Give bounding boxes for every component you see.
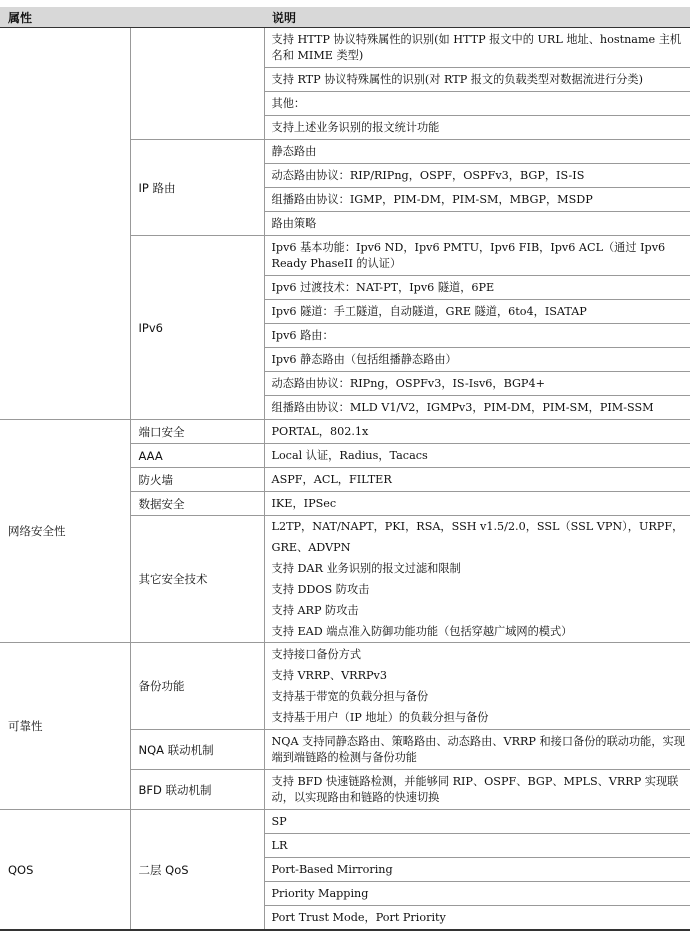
subcategory-firewall: 防火墙 (130, 468, 264, 492)
description-line: 支持基于用户（IP 地址）的负载分担与备份 (271, 711, 489, 724)
description-cell: 支持上述业务识别的报文统计功能 (264, 116, 690, 140)
table-header-row (0, 7, 690, 28)
section-label (0, 28, 130, 420)
description-cell: Ipv6 静态路由（包括组播静态路由） (264, 348, 690, 372)
description-cell: PORTAL，802.1x (264, 420, 690, 444)
description-line: 支持 VRRP、VRRPv3 (271, 669, 387, 682)
description-cell: SP (264, 810, 690, 834)
subcategory-other-security: 其它安全技术 (130, 516, 264, 643)
description-cell: Ipv6 隧道：手工隧道，自动隧道，GRE 隧道，6to4，ISATAP (264, 300, 690, 324)
subcategory-ipv6: IPv6 (130, 236, 264, 420)
feature-spec-table (0, 7, 690, 931)
description-line: 支持 EAD 端点准入防御功能功能（包括穿越广域网的模式） (271, 625, 573, 638)
description-cell: 静态路由 (264, 140, 690, 164)
description-cell: LR (264, 834, 690, 858)
description-cell: ASPF，ACL，FILTER (264, 468, 690, 492)
subcategory-nqa: NQA 联动机制 (130, 730, 264, 770)
description-line: 支持接口备份方式 (271, 648, 362, 661)
subcategory-label (130, 28, 264, 140)
description-cell: Port-Based Mirroring (264, 858, 690, 882)
description-cell: NQA 支持同静态路由、策略路由、动态路由、VRRP 和接口备份的联动功能，实现端到端链路的检测与备份功能 (264, 730, 690, 770)
description-cell: 支持 BFD 快速链路检测，并能够同 RIP、OSPF、BGP、MPLS、VRRP 实现联动，以实现路由和链路的快速切换 (264, 770, 690, 810)
description-line: 支持 DDOS 防攻击 (271, 583, 370, 596)
description-cell: Priority Mapping (264, 882, 690, 906)
description-cell: Local 认证，Radius，Tacacs (264, 444, 690, 468)
section-network-security: 网络安全性 (0, 420, 130, 643)
description-line: 支持 DAR 业务识别的报文过滤和限制 (271, 562, 461, 575)
subcategory-bfd: BFD 联动机制 (130, 770, 264, 810)
subcategory-port-security: 端口安全 (130, 420, 264, 444)
description-cell: 其他： (264, 92, 690, 116)
subcategory-aaa: AAA (130, 444, 264, 468)
description-cell: 组播路由协议：MLD V1/V2，IGMPv3，PIM-DM，PIM-SM，PIM-SSM (264, 396, 690, 420)
section-qos: QOS (0, 810, 130, 931)
description-line: 支持基于带宽的负载分担与备份 (271, 690, 429, 703)
description-cell: Ipv6 路由： (264, 324, 690, 348)
description-cell: Ipv6 过渡技术：NAT-PT，Ipv6 隧道，6PE (264, 276, 690, 300)
description-line: L2TP，NAT/NAPT，PKI，RSA，SSH v1.5/2.0，SSL（SSL VPN），URPF，GRE、ADVPN (271, 520, 684, 554)
description-line: 支持 ARP 防攻击 (271, 604, 359, 617)
subcategory-l2-qos: 二层 QoS (130, 810, 264, 931)
description-cell: 组播路由协议：IGMP，PIM-DM，PIM-SM，MBGP，MSDP (264, 188, 690, 212)
table-row (0, 28, 690, 68)
description-cell: IKE，IPSec (264, 492, 690, 516)
description-cell-multiline (264, 643, 690, 730)
section-reliability: 可靠性 (0, 643, 130, 810)
table-row (0, 643, 690, 730)
subcategory-backup: 备份功能 (130, 643, 264, 730)
subcategory-ip-routing: IP 路由 (130, 140, 264, 236)
description-cell: 动态路由协议：RIPng，OSPFv3，IS-Isv6，BGP4+ (264, 372, 690, 396)
description-cell-multiline (264, 516, 690, 643)
description-cell: 支持 HTTP 协议特殊属性的识别(如 HTTP 报文中的 URL 地址、hostname 主机名和 MIME 类型) (264, 28, 690, 68)
description-cell: Ipv6 基本功能：Ipv6 ND，Ipv6 PMTU，Ipv6 FIB，Ipv6 ACL（通过 Ipv6 Ready PhaseII 的认证） (264, 236, 690, 276)
description-cell: Port Trust Mode，Port Priority (264, 906, 690, 931)
header-description: 说明 (264, 7, 690, 28)
subcategory-data-security: 数据安全 (130, 492, 264, 516)
description-cell: 支持 RTP 协议特殊属性的识别(对 RTP 报文的负载类型对数据流进行分类) (264, 68, 690, 92)
description-cell: 路由策略 (264, 212, 690, 236)
header-attribute: 属性 (0, 7, 264, 28)
table-row (0, 810, 690, 834)
table-row (0, 420, 690, 444)
description-cell: 动态路由协议：RIP/RIPng，OSPF，OSPFv3，BGP，IS-IS (264, 164, 690, 188)
